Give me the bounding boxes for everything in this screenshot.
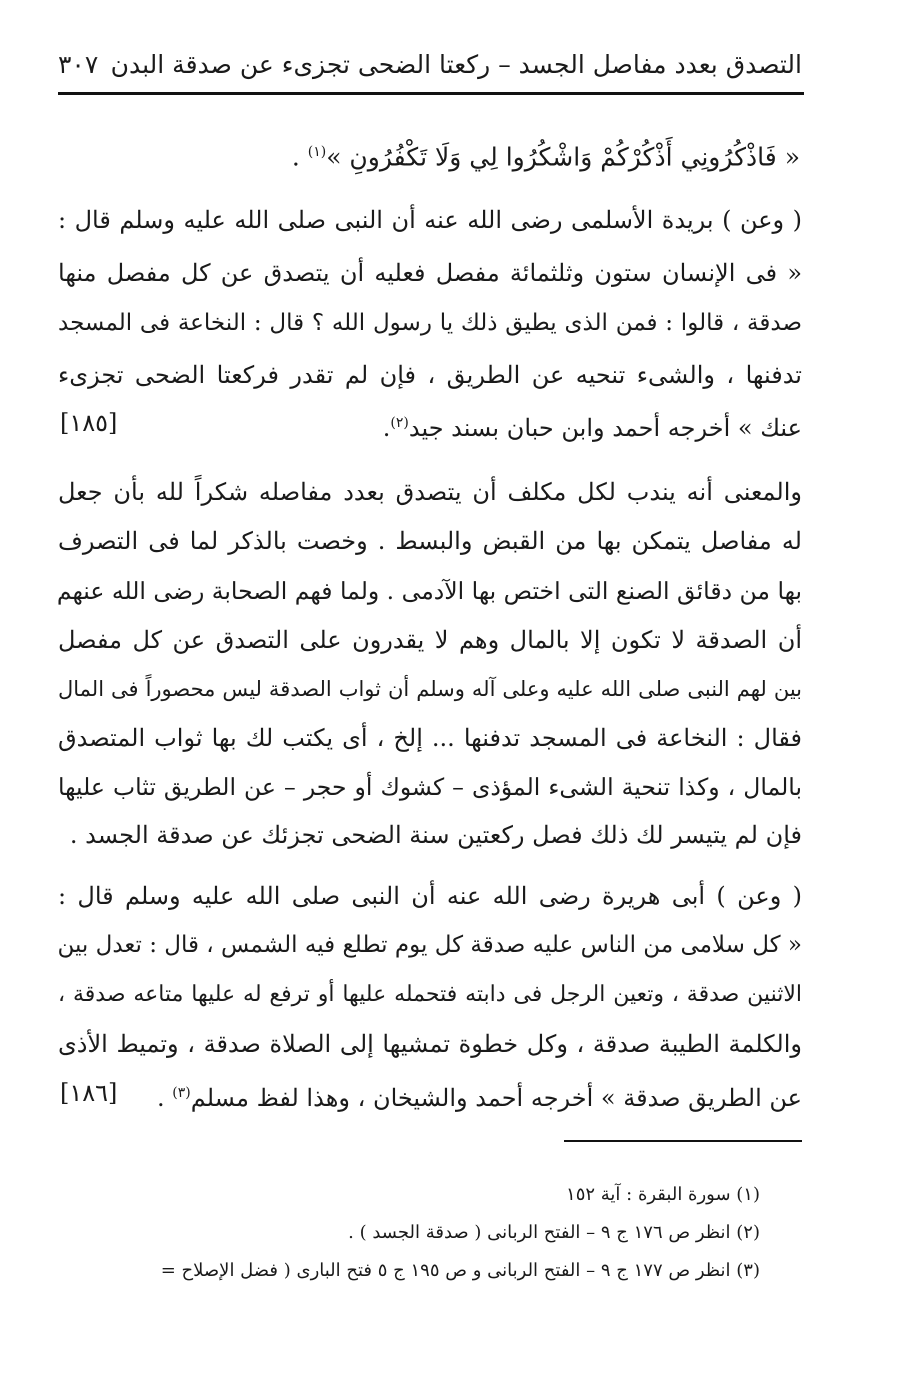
- hadith-185-line-4: تدفنها ، والشىء تنحيه عن الطريق ، فإن لم تقدر فركعتا الضحى تجزىء: [58, 361, 802, 389]
- running-header: [58, 40, 802, 88]
- footnote-2: (٢) انظر ص ١٧٦ ج ٩ – الفتح الربانى ( صدقة الجسد ) .: [348, 1222, 760, 1243]
- hadith-185-line-1: ( وعن ) بريدة الأسلمى رضى الله عنه أن النبى صلى الله عليه وسلم قال :: [58, 206, 802, 234]
- hadith-186-line-1: ( وعن ) أبى هريرة رضى الله عنه أن النبى صلى الله عليه وسلم قال :: [58, 882, 802, 910]
- footnote-mark-2: (٢): [390, 415, 409, 431]
- commentary-line-2: له مفاصل يتمكن بها من القبض والبسط . وخصت بالذكر لما فى التصرف: [58, 527, 802, 555]
- hadith-186-line-2: « كل سلامى من الناس عليه صدقة كل يوم تطلع فيه الشمس ، قال : تعدل بين: [57, 932, 802, 958]
- hadith-number-185: [١٨٥]: [60, 409, 118, 437]
- hadith-186-line-4: والكلمة الطيبة صدقة ، وكل خطوة تمشيها إلى الصلاة صدقة ، وتميط الأذى: [58, 1030, 802, 1058]
- commentary-line-6: فقال : النخاعة فى المسجد تدفنها ... إلخ ، أى يكتب لك بها ثواب المتصدق: [58, 724, 802, 752]
- hadith-185-line-3: صدقة ، قالوا : فمن الذى يطيق ذلك يا رسول الله ؟ قال : النخاعة فى المسجد: [58, 310, 802, 336]
- commentary-line-1: والمعنى أنه يندب لكل مكلف أن يتصدق بعدد مفاصله شكراً لله بأن جعل: [58, 478, 802, 506]
- commentary-line-3: بها من دقائق الصنع التى اختص بها الآدمى . ولما فهم الصحابة رضى الله عنهم: [56, 577, 802, 605]
- running-title: التصدق بعدد مفاصل الجسد – ركعتا الضحى تجزىء عن صدقة البدن: [110, 49, 802, 79]
- footnote-mark-1: (١): [307, 144, 327, 160]
- page-number: ٣٠٧: [58, 49, 99, 79]
- hadith-186-line-5: عن الطريق صدقة » أخرجه أحمد والشيخان ، وهذا لفظ مسلم$^{(٣)}$ .: [157, 1084, 802, 1112]
- commentary-line-8: فإن لم يتيسر لك ذلك فصل ركعتين سنة الضحى تجزئك عن صدقة الجسد .: [69, 821, 802, 849]
- footnote-rule: [564, 1140, 802, 1142]
- header-rule: [58, 92, 804, 95]
- footnote-mark-3: (٣): [172, 1085, 191, 1101]
- hadith-186-line-3: الاثنين صدقة ، وتعين الرجل فى دابته فتحمله عليها أو ترفع له عليها متاعه صدقة ،: [58, 982, 802, 1007]
- hadith-186-line-5-text: عن الطريق صدقة » أخرجه أحمد والشيخان ، وهذا لفظ مسلم: [190, 1084, 802, 1112]
- hadith-185-line-5: عنك » أخرجه أحمد وابن حبان بسند جيد$^{(٢)}$.: [382, 414, 802, 442]
- commentary-line-5: بين لهم النبى صلى الله عليه وعلى آله وسلم أن ثواب الصدقة ليس محصوراً فى المال: [58, 677, 802, 701]
- quran-verse: « فَاذْكُرُونِي أَذْكُرْكُمْ وَاشْكُرُوا لِي وَلَا تَكْفُرُونِ »$^{(١)}$ .: [291, 142, 800, 172]
- hadith-185-line-2: « فى الإنسان ستون وثلثمائة مفصل فعليه أن يتصدق عن كل مفصل منها: [58, 259, 802, 287]
- commentary-line-4: أن الصدقة لا تكون إلا بالمال وهم لا يقدرون على التصدق عن كل مفصل: [58, 626, 802, 654]
- quran-verse-text: « فَاذْكُرُونِي أَذْكُرْكُمْ وَاشْكُرُوا لِي وَلَا تَكْفُرُونِ »: [326, 142, 800, 172]
- footnote-1: (١) سورة البقرة : آية ١٥٢: [566, 1184, 760, 1205]
- commentary-line-7: بالمال ، وكذا تنحية الشىء المؤذى – كشوك أو حجر – عن الطريق تثاب عليها: [58, 773, 802, 801]
- hadith-number-186: [١٨٦]: [60, 1079, 118, 1107]
- footnote-3: (٣) انظر ص ١٧٧ ج ٩ – الفتح الربانى و ص ١٩٥ ج ٥ فتح البارى ( فضل الإصلاح =: [160, 1260, 760, 1281]
- hadith-185-line-5-text: عنك » أخرجه أحمد وابن حبان بسند جيد: [408, 414, 802, 442]
